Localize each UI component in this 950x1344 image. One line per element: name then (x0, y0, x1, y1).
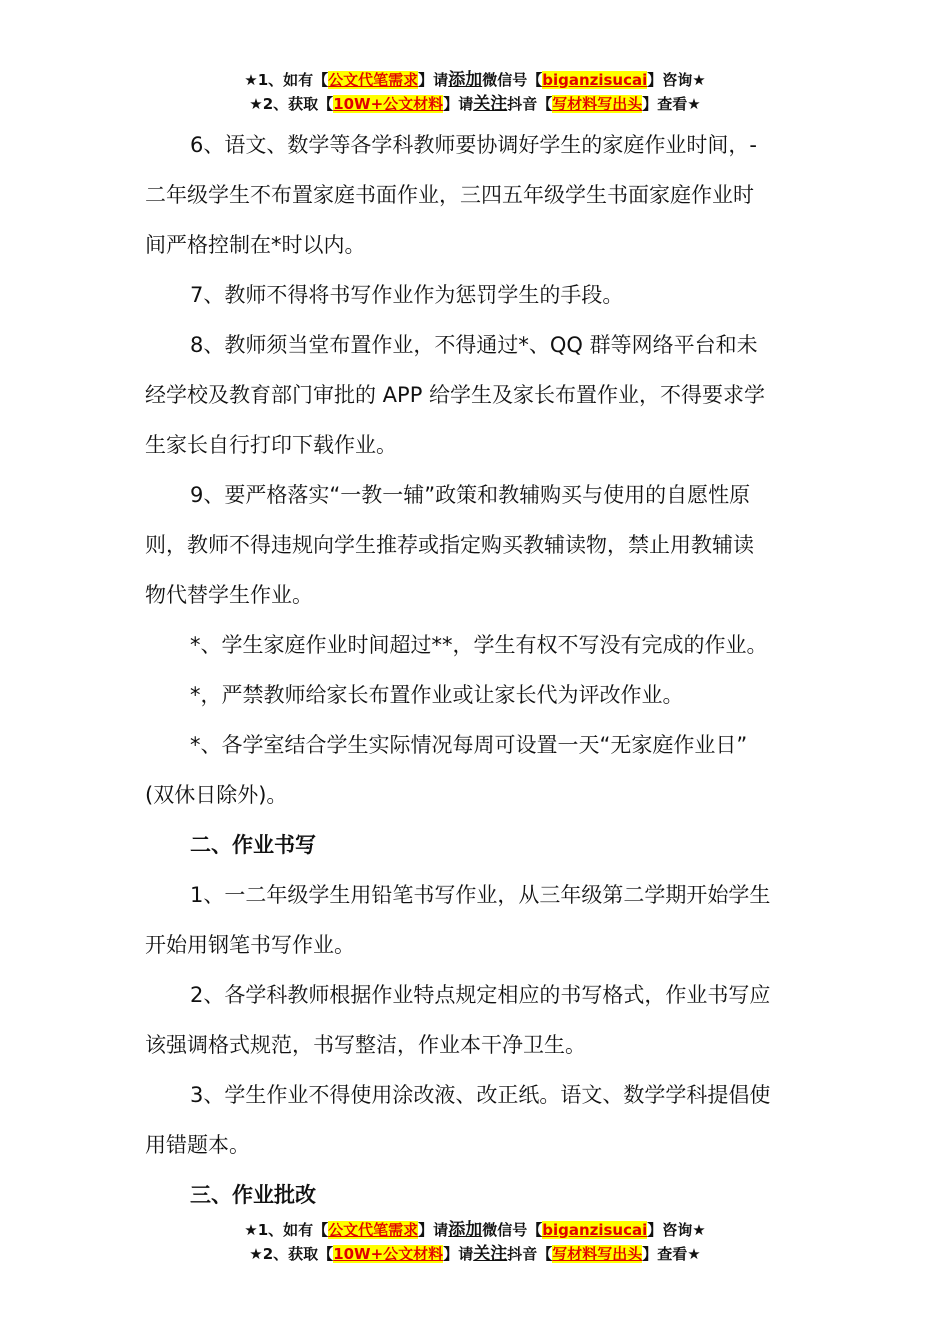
document-body (145, 120, 810, 1220)
paragraph (145, 970, 810, 1070)
text-line: 2、各学科教师根据作业特点规定相应的书写格式，作业书写应 (190, 983, 771, 1007)
highlight-text: biganzisucai (542, 71, 648, 89)
highlight-text: 公文代笔需求 (328, 1221, 419, 1239)
paragraph (145, 670, 810, 720)
banner-text: 】请 (443, 95, 474, 113)
text-line: (双休日除外)。 (145, 783, 288, 807)
banner-text: 微信号【 (482, 1221, 543, 1239)
highlight-text: 写材料写出头 (552, 95, 643, 113)
section-heading (145, 1170, 810, 1220)
banner-text: 抖音【 (507, 95, 553, 113)
section-heading (145, 820, 810, 870)
banner-text: 】查看★ (642, 1245, 701, 1263)
highlight-text: 10W+公文材料 (333, 1245, 444, 1263)
paragraph (145, 720, 810, 820)
banner-text: ★2、获取【 (249, 1245, 334, 1263)
text-line: 开始用钢笔书写作业。 (145, 933, 355, 957)
highlight-text: 10W+公文材料 (333, 95, 444, 113)
banner-text: ★2、获取【 (249, 95, 334, 113)
text-line: 8、教师须当堂布置作业，不得通过*、QQ 群等网络平台和未 (190, 333, 758, 357)
text-line: 三、作业批改 (190, 1183, 316, 1207)
banner-line-1 (0, 68, 950, 92)
banner-line-2 (0, 1242, 950, 1266)
emphasis-text: 添加 (448, 70, 483, 90)
text-line: 6、语文、数学等各学科教师要协调好学生的家庭作业时间，- (190, 133, 757, 157)
emphasis-text: 关注 (473, 1244, 508, 1264)
banner-text: 】请 (443, 1245, 474, 1263)
paragraph (145, 1070, 810, 1170)
header-banner (0, 68, 950, 116)
paragraph (145, 870, 810, 970)
emphasis-text: 添加 (448, 1220, 483, 1240)
paragraph (145, 470, 810, 620)
banner-text: 】咨询★ (647, 1221, 706, 1239)
text-line: 该强调格式规范，书写整洁，作业本干净卫生。 (145, 1033, 586, 1057)
text-line: *，严禁教师给家长布置作业或让家长代为评改作业。 (190, 683, 684, 707)
text-line: 1、一二年级学生用铅笔书写作业，从三年级第二学期开始学生 (190, 883, 771, 907)
paragraph (145, 120, 810, 270)
text-line: *、各学室结合学生实际情况每周可设置一天“无家庭作业日” (190, 733, 748, 757)
text-line: 用错题本。 (145, 1133, 250, 1157)
text-line: 二、作业书写 (190, 833, 316, 857)
text-line: 经学校及教育部门审批的 APP 给学生及家长布置作业，不得要求学 (145, 383, 766, 407)
banner-text: 抖音【 (507, 1245, 553, 1263)
footer-banner (0, 1218, 950, 1266)
emphasis-text: 关注 (473, 94, 508, 114)
banner-text: ★1、如有【 (244, 71, 329, 89)
paragraph (145, 270, 810, 320)
text-line: 二年级学生不布置家庭书面作业，三四五年级学生书面家庭作业时 (145, 183, 754, 207)
text-line: 生家长自行打印下载作业。 (145, 433, 397, 457)
banner-text: 】请 (418, 71, 449, 89)
paragraph (145, 620, 810, 670)
text-line: 9、要严格落实“一教一辅”政策和教辅购买与使用的自愿性原 (190, 483, 751, 507)
banner-text: 】查看★ (642, 95, 701, 113)
banner-text: 】咨询★ (647, 71, 706, 89)
text-line: 则，教师不得违规向学生推荐或指定购买教辅读物，禁止用教辅读 (145, 533, 754, 557)
paragraph (145, 320, 810, 470)
text-line: 间严格控制在*时以内。 (145, 233, 366, 257)
highlight-text: 公文代笔需求 (328, 71, 419, 89)
highlight-text: biganzisucai (542, 1221, 648, 1239)
text-line: *、学生家庭作业时间超过**，学生有权不写没有完成的作业。 (190, 633, 768, 657)
banner-line-2 (0, 92, 950, 116)
text-line: 7、教师不得将书写作业作为惩罚学生的手段。 (190, 283, 624, 307)
text-line: 物代替学生作业。 (145, 583, 313, 607)
banner-text: 微信号【 (482, 71, 543, 89)
banner-line-1 (0, 1218, 950, 1242)
banner-text: ★1、如有【 (244, 1221, 329, 1239)
highlight-text: 写材料写出头 (552, 1245, 643, 1263)
banner-text: 】请 (418, 1221, 449, 1239)
text-line: 3、学生作业不得使用涂改液、改正纸。语文、数学学科提倡使 (190, 1083, 771, 1107)
